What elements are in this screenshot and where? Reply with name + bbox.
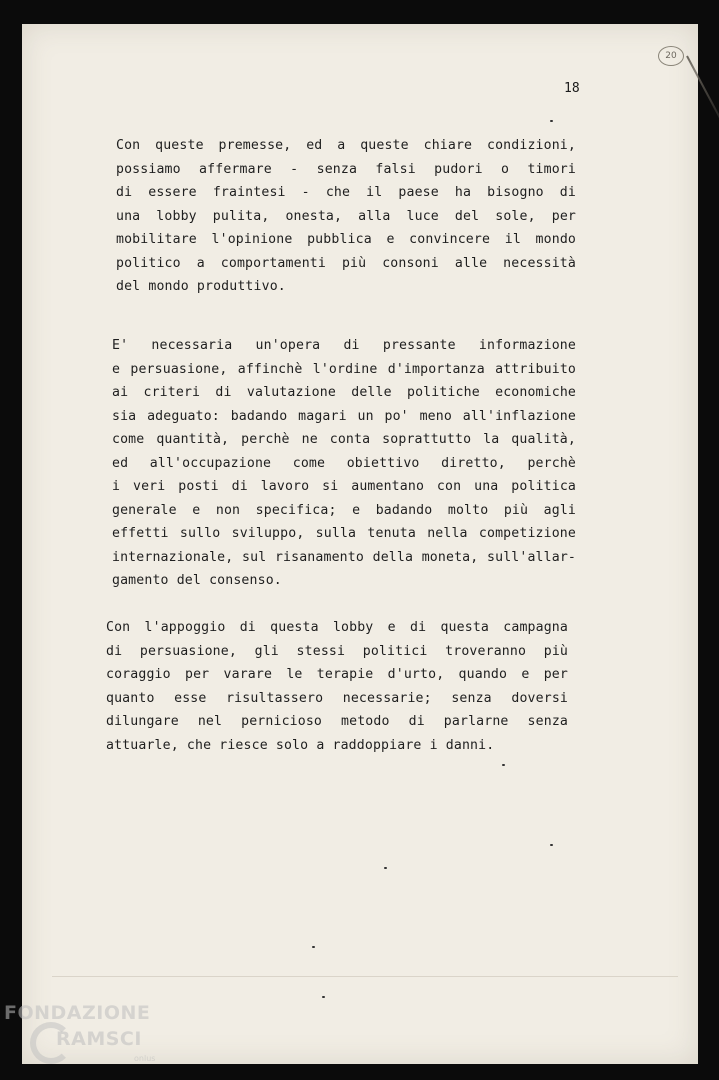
text-line: quanto esse risultassero necessarie; senza doversi [106,690,568,706]
ink-speck [312,946,315,948]
fondazione-gramsci-watermark [4,1000,184,1080]
paragraph-1 [116,134,576,299]
text-line: politico a comportamenti più consoni alle necessità [116,255,576,271]
text-line: gamento del consenso. [112,573,282,588]
text-line: possiamo affermare - senza falsi pudori o timori [116,161,576,177]
text-line: e persuasione, affinchè l'ordine d'importanza attribuito [112,361,576,377]
text-line: internazionale, sul risanamento della moneta, sull'allar- [112,549,576,565]
ink-speck [322,996,325,998]
text-line: Con l'appoggio di questa lobby e di questa campagna [106,620,568,635]
text-line: sia adeguato: badando magari un po' meno all'inflazione [112,408,576,424]
watermark-small: onlus [134,1054,156,1063]
text-line: di essere fraintesi - che il paese ha bisogno di [116,185,576,200]
text-line: dilungare nel pernicioso metodo di parlarne senza [106,714,568,729]
text-line: ai criteri di valutazione delle politiche economiche [112,385,576,400]
text-line: Con queste premesse, ed a queste chiare condizioni, [116,138,576,153]
text-line: come quantità, perchè ne conta soprattutto la qualità, [112,432,576,447]
paragraph-2 [112,334,576,593]
text-line: i veri posti di lavoro si aumentano con una politica [112,479,576,494]
ink-speck [550,120,553,122]
ink-speck [502,764,505,766]
paragraph-3 [106,616,568,757]
watermark-line1: FONDAZIONE [4,1002,151,1024]
text-line: del mondo produttivo. [116,279,286,294]
text-line: E' necessaria un'opera di pressante informazione [112,338,576,353]
ink-speck [550,844,553,846]
bleed-through-rule [52,976,678,977]
text-line: effetti sullo sviluppo, sulla tenuta nella competizione [112,526,576,541]
text-line: ed all'occupazione come obiettivo diretto, perchè [112,455,576,471]
text-line: attuarle, che riesce solo a raddoppiare i danni. [106,737,495,753]
page-number: 18 [564,81,580,96]
watermark-line2: RAMSCI [56,1028,142,1050]
ink-speck [384,867,387,869]
text-line: una lobby pulita, onesta, alla luce del sole, per [116,208,576,224]
text-line: coraggio per varare le terapie d'urto, quando e per [106,667,568,682]
archive-stamp: 20 [658,46,684,66]
text-line: di persuasione, gli stessi politici troveranno più [106,643,568,659]
text-line: generale e non specifica; e badando molto più agli [112,502,576,518]
document-page [22,24,698,1064]
page-fold-mark [686,56,719,141]
text-line: mobilitare l'opinione pubblica e convincere il mondo [116,232,576,247]
